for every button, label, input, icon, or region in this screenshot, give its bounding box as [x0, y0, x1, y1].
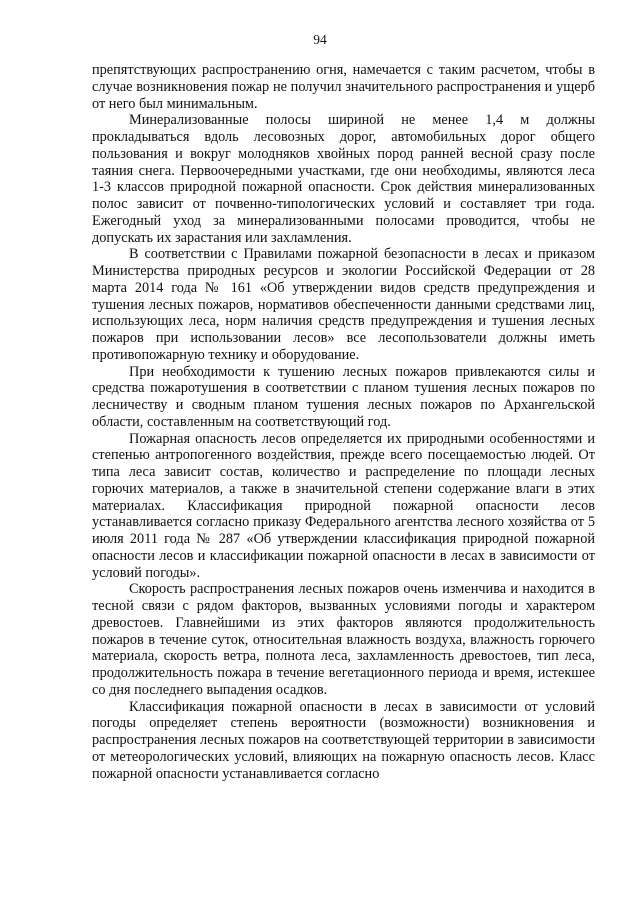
paragraph-firefighting-forces: При необходимости к тушению лесных пожаров привлекаются силы и средства пожаротушения в соответствии с планом тушения лесных пожаров по лесничеству и сводным планом тушения лесных пожаров по Архангельской области, составленным на соответствующий год. [92, 363, 595, 430]
body-text [92, 62, 595, 782]
paragraph-spread-speed: Скорость распространения лесных пожаров очень изменчива и находится в тесной связи с рядом факторов, вызванных условиями погоды и характером древостоев. Главнейшими из этих факторов являются продолжительность пожаров в течение суток, относительная влажность воздуха, влажность горючего материала, скорость ветра, полнота леса, захламленность древостоев, тип леса, продолжительность пожара в течение вегетационного периода и время, истекшее со дня последнего выпадения осадков. [92, 581, 595, 698]
paragraph-fire-safety-rules: В соответствии с Правилами пожарной безопасности в лесах и приказом Министерства природных ресурсов и экологии Российской Федерации от 28 марта 2014 года № 161 «Об утверждении видов средств предупреждения и тушения лесных пожаров, нормативов обеспеченности данными средствами лиц, использующих леса, норм наличия средств предупреждения и тушения лесных пожаров при использовании лесов» все лесопользователи должны иметь противопожарную технику и оборудование. [92, 246, 595, 363]
paragraph-mineralized-strips: Минерализованные полосы шириной не менее 1,4 м должны прокладываться вдоль лесовозных дорог, автомобильных дорог общего пользования и вокруг молодняков хвойных пород ранней весной сразу после таяния снега. Первоочередными участками, где они необходимы, являются леса 1-3 классов природной пожарной опасности. Срок действия минерализованных полос зависит от почвенно-типологических условий и составляет три года. Ежегодный уход за минерализованными полосами проводится, чтобы не допускать их зарастания или захламления. [92, 112, 595, 246]
paragraph-weather-classification: Классификация пожарной опасности в лесах в зависимости от условий погоды определяет степень вероятности (возможности) возникновения и распространения лесных пожаров на соответствующей территории в зависимости от метеорологических условий, влияющих на пожарную опасность лесов. Класс пожарной опасности устанавливается согласно [92, 698, 595, 782]
paragraph-fire-danger: Пожарная опасность лесов определяется их природными особенностями и степенью антропогенного воздействия, прежде всего посещаемостью людей. От типа леса зависит состав, количество и распределение по площади лесных горючих материалов, а также в значительной степени содержание влаги в этих материалах. Классификация природной пожарной опасности лесов устанавливается согласно приказу Федерального агентства лесного хозяйства от 5 июля 2011 года № 287 «Об утверждении классификация природной пожарной опасности лесов и классификации пожарной опасности в лесах в зависимости от условий погоды». [92, 430, 595, 581]
page-number: 94 [313, 32, 327, 47]
paragraph-continuation: препятствующих распространению огня, намечается с таким расчетом, чтобы в случае возникновения пожар не получил значительного распространения и ущерб от него был минимальным. [92, 62, 595, 112]
